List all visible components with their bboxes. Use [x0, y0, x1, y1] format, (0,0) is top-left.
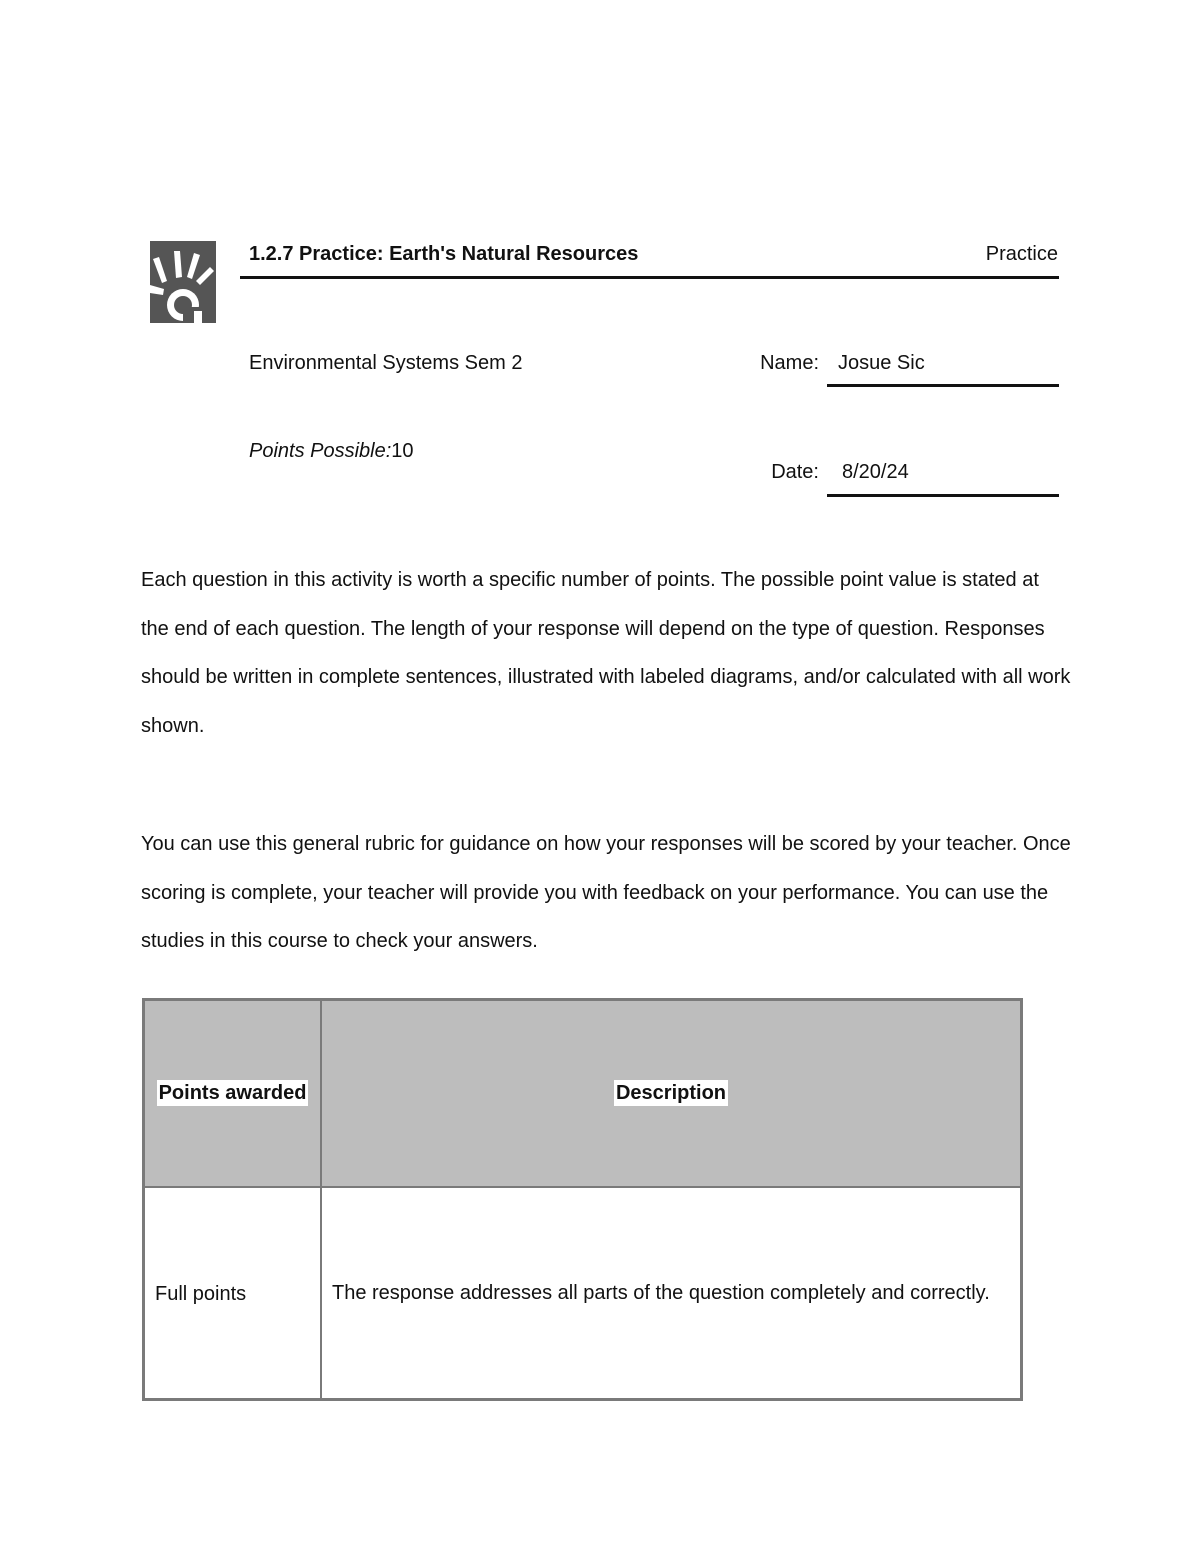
points-value: 10 — [391, 440, 414, 462]
rubric-header-description-label: Description — [615, 1082, 727, 1104]
points-possible — [249, 440, 414, 463]
rubric-header-points-label: Points awarded — [158, 1082, 307, 1104]
activity-type: Practice — [985, 243, 1058, 265]
rubric-header-points — [144, 1000, 322, 1188]
instructions-paragraph: Each question in this activity is worth a specific number of points. The possible point value is stated at the end of each question. The length of your response will depend on the type of question. Responses should be written in complete sentences, illustrated with labeled diagrams, and/or calculated with all work shown. — [141, 569, 1071, 737]
rubric-cell-points: Full points — [144, 1187, 322, 1400]
name-field[interactable]: Josue Sic — [838, 352, 925, 374]
rubric-header-row — [144, 1000, 1022, 1188]
name-label: Name: — [760, 352, 819, 374]
course-name: Environmental Systems Sem 2 — [249, 352, 523, 374]
rubric-header-description — [321, 1000, 1022, 1188]
date-underline — [827, 494, 1059, 497]
date-label: Date: — [771, 461, 819, 483]
rubric-intro-paragraph: You can use this general rubric for guidance on how your responses will be scored by your teacher. Once scoring is complete, your teacher will provide you with feedback on your performance. You can use the studies in this course to check your answers. — [141, 833, 1071, 952]
table-row — [144, 1187, 1022, 1400]
page-title: 1.2.7 Practice: Earth's Natural Resources — [249, 243, 639, 265]
header-divider — [240, 276, 1059, 279]
sun-logo-icon — [150, 241, 216, 323]
points-label: Points Possible: — [249, 440, 392, 462]
name-underline — [827, 384, 1059, 387]
rubric-table — [142, 998, 1023, 1401]
date-field[interactable]: 8/20/24 — [842, 461, 909, 483]
rubric-cell-description: The response addresses all parts of the question completely and correctly. — [321, 1187, 1022, 1400]
